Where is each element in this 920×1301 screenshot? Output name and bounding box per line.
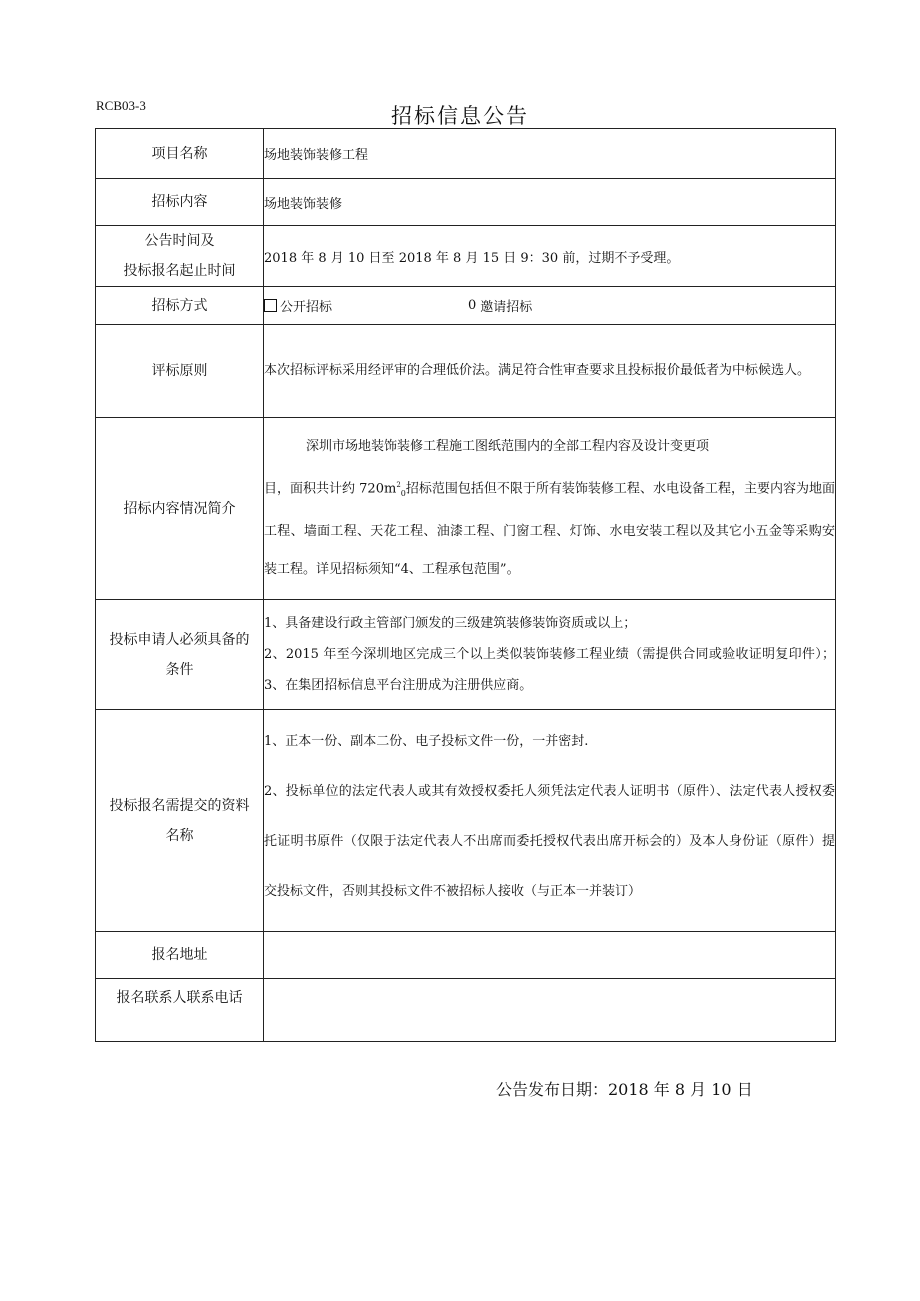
evaluation-label: 评标原则 xyxy=(96,325,264,418)
requirements-label xyxy=(96,600,264,710)
table-row xyxy=(96,710,836,932)
project-name-label: 项目名称 xyxy=(96,129,264,179)
table-row xyxy=(96,129,836,179)
address-value xyxy=(264,932,836,979)
requirements-label-line1: 投标申请人必须具备的 xyxy=(109,631,250,648)
requirements-label-line2: 条件 xyxy=(165,661,194,678)
content-label: 招标内容 xyxy=(96,179,264,226)
content-value: 场地装饰装修 xyxy=(264,179,836,226)
table-row xyxy=(96,418,836,600)
deadline-label-line2: 投标报名起止时间 xyxy=(123,263,236,279)
method-value xyxy=(264,287,836,325)
checkbox-open-bid[interactable] xyxy=(264,299,277,312)
address-label: 报名地址 xyxy=(96,932,264,979)
summary-part-a: 目，面积共计约 720m xyxy=(264,481,397,497)
method-label: 招标方式 xyxy=(96,287,264,325)
table-row xyxy=(96,932,836,979)
documents-label-line1: 投标报名需提交的资料 xyxy=(109,797,250,814)
table-row xyxy=(96,600,836,710)
summary-part-b: 招标范围包括但不限于所有装饰装修工程、水电设备工程，主要内容为地面工程、墙面工程、天花工程、油漆工程、门窗工程、灯饰、水电安装工程以及其它小五金等采购安装工程。详见招标须知“4、工程承包范围”。 xyxy=(264,481,835,577)
document-item-2: 2、投标单位的法定代表人或其有效授权委托人须凭法定代表人证明书（原件）、法定代表人授权委托证明书原件（仅限于法定代表人不出席而委托授权代表出席开标会的）及本人身份证（原件）提交投标文件，否则其投标文件不被招标人接收（与正本一并装订） xyxy=(264,784,835,899)
summary-sup: 2 xyxy=(396,481,401,490)
documents-label-line2: 名称 xyxy=(165,827,194,844)
document-item-1: 1、正本一份、副本二份、电子投标文件一份，一并密封. xyxy=(264,734,589,749)
table-row xyxy=(96,287,836,325)
option-open-bid: 公开招标 xyxy=(280,300,333,315)
summary-line1: 深圳市场地装饰装修工程施工图纸范围内的全部工程内容及设计变更项 xyxy=(306,439,710,455)
document-code: RCB03-3 xyxy=(96,98,146,113)
page-title: 招标信息公告 xyxy=(391,104,529,128)
table-row xyxy=(96,226,836,287)
option-invite-marker: 0 xyxy=(468,298,477,313)
table-row xyxy=(96,179,836,226)
summary-body xyxy=(264,466,835,589)
announcement-table xyxy=(95,128,836,1042)
deadline-label xyxy=(96,226,264,287)
publish-date: 公告发布日期：2018 年 8 月 10 日 xyxy=(496,1080,753,1099)
contact-label: 报名联系人联系电话 xyxy=(96,979,264,1042)
project-name-value: 场地装饰装修工程 xyxy=(264,129,836,179)
deadline-label-line1: 公告时间及 xyxy=(144,233,215,249)
evaluation-value: 本次招标评标采用经评审的合理低价法。满足符合性审查要求且投标报价最低者为中标候选人。 xyxy=(264,325,836,418)
table-row xyxy=(96,979,836,1042)
requirements-value xyxy=(264,600,836,710)
summary-value xyxy=(264,418,836,600)
table-row xyxy=(96,325,836,418)
summary-sub: 0 xyxy=(400,488,406,498)
deadline-value: 2018 年 8 月 10 日至 2018 年 8 月 15 日 9：30 前，过期不予受理。 xyxy=(264,226,836,287)
requirement-item-2: 2、2015 年至今深圳地区完成三个以上类似装饰装修工程业绩（需提供合同或验收证明复印件）；3、在集团招标信息平台注册成为注册供应商。 xyxy=(264,647,835,693)
documents-value xyxy=(264,710,836,932)
option-invite-bid: 邀请招标 xyxy=(480,300,533,315)
contact-value xyxy=(264,979,836,1042)
summary-label: 招标内容情况简介 xyxy=(96,418,264,600)
documents-label xyxy=(96,710,264,932)
requirement-item-1: 1、具备建设行政主管部门颁发的三级建筑装修装饰资质或以上； xyxy=(264,616,637,631)
